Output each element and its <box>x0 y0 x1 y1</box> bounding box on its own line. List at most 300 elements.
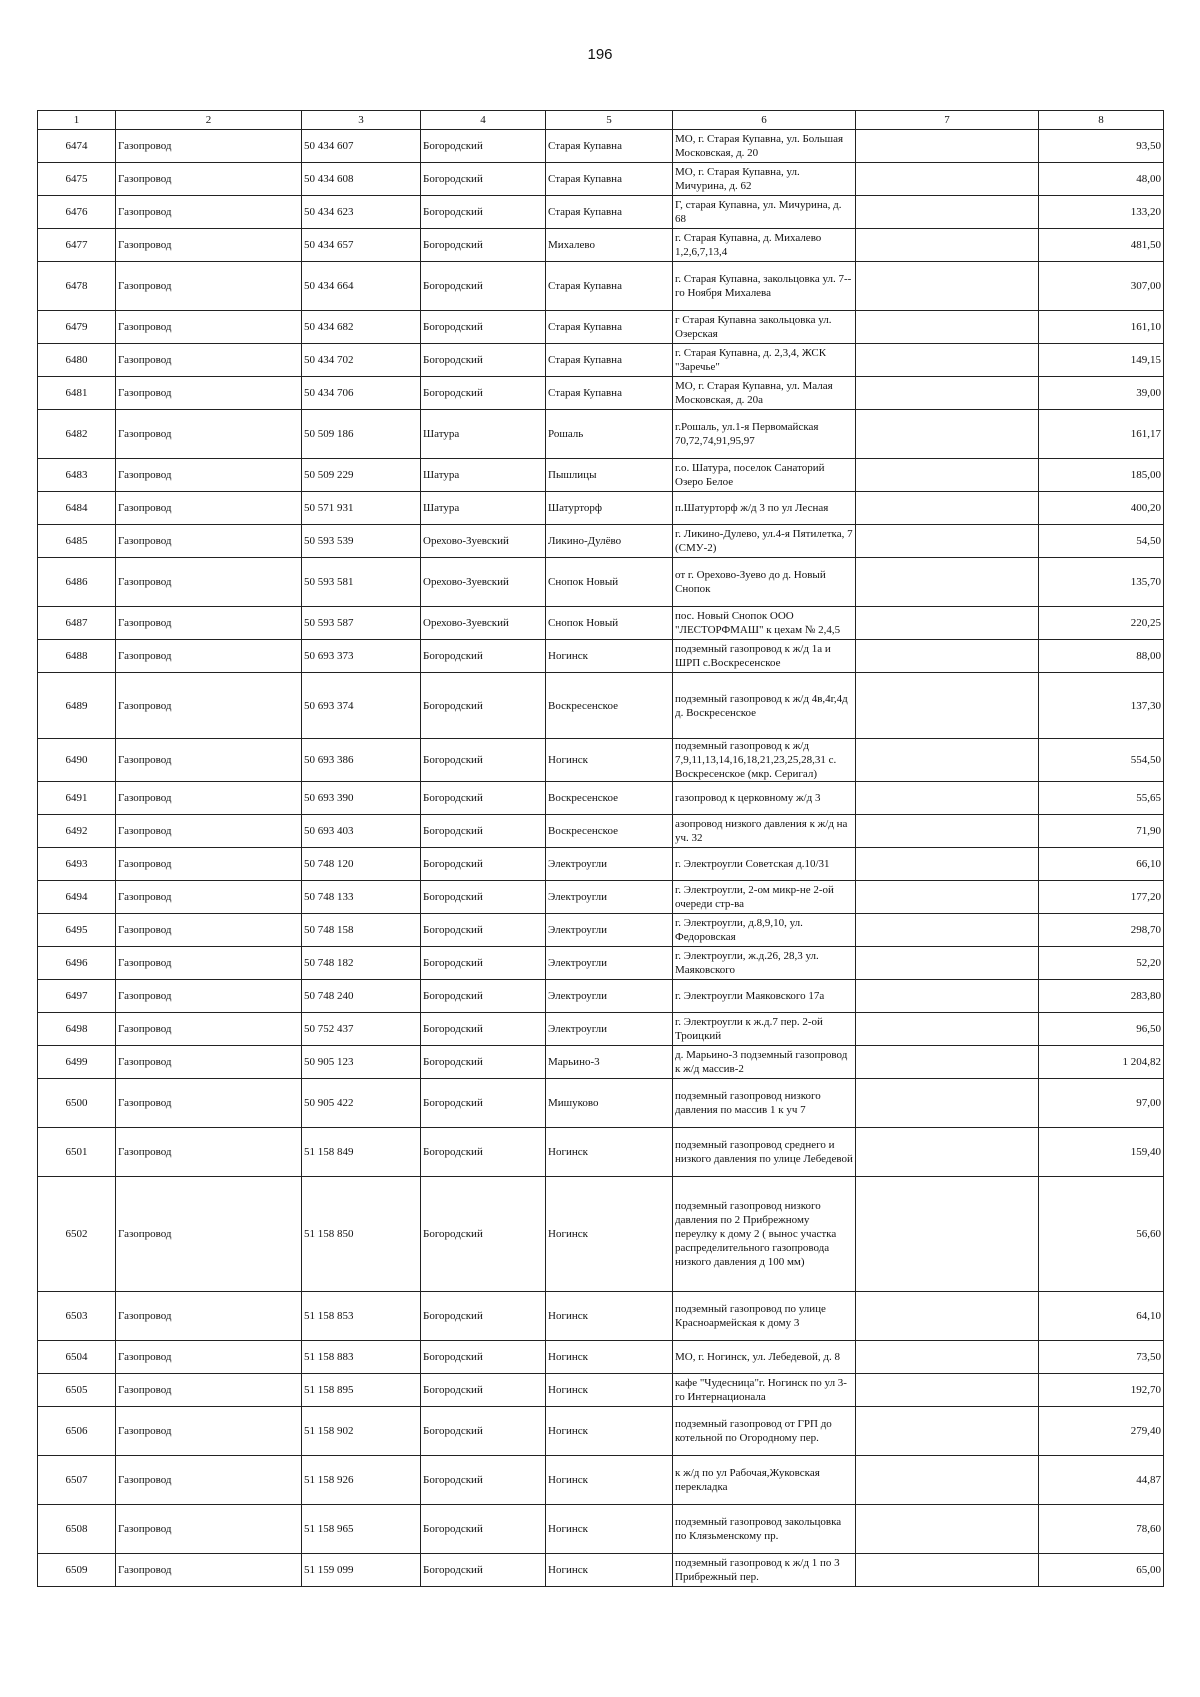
row-number-cell: 6486 <box>38 558 116 607</box>
row-number-cell: 6493 <box>38 848 116 881</box>
locality-cell: Ногинск <box>546 1128 673 1177</box>
object-type-cell: Газопровод <box>116 344 302 377</box>
code-cell: 50 434 682 <box>302 311 421 344</box>
object-type-cell: Газопровод <box>116 1128 302 1177</box>
empty-cell <box>856 1177 1039 1292</box>
table-row <box>38 1177 1164 1292</box>
code-cell: 50 748 158 <box>302 914 421 947</box>
code-cell: 50 434 607 <box>302 130 421 163</box>
row-number-cell: 6504 <box>38 1341 116 1374</box>
locality-cell: Электроугли <box>546 881 673 914</box>
row-number-cell: 6495 <box>38 914 116 947</box>
address-cell: подземный газопровод среднего и низкого давления по улице Лебедевой <box>673 1128 856 1177</box>
empty-cell <box>856 782 1039 815</box>
district-cell: Богородский <box>421 311 546 344</box>
address-cell: подземный газопровод низкого давления по 2 Прибрежному переулку к дому 2 ( вынос участка распределительного газопровода низкого давления д 100 мм) <box>673 1177 856 1292</box>
locality-cell: Ликино-Дулёво <box>546 525 673 558</box>
value-cell: 135,70 <box>1039 558 1164 607</box>
locality-cell: Старая Купавна <box>546 377 673 410</box>
code-cell: 51 158 965 <box>302 1505 421 1554</box>
code-cell: 51 158 883 <box>302 1341 421 1374</box>
locality-cell: Ногинск <box>546 1505 673 1554</box>
district-cell: Богородский <box>421 130 546 163</box>
table-row <box>38 1128 1164 1177</box>
column-header: 6 <box>673 111 856 130</box>
district-cell: Богородский <box>421 848 546 881</box>
district-cell: Богородский <box>421 1407 546 1456</box>
row-number-cell: 6492 <box>38 815 116 848</box>
object-type-cell: Газопровод <box>116 640 302 673</box>
value-cell: 44,87 <box>1039 1456 1164 1505</box>
empty-cell <box>856 947 1039 980</box>
table-row <box>38 914 1164 947</box>
address-cell: подземный газопровод к ж/д 7,9,11,13,14,16,18,21,23,25,28,31 с. Воскресенское (мкр. Серигал) <box>673 739 856 782</box>
locality-cell: Ногинск <box>546 739 673 782</box>
object-type-cell: Газопровод <box>116 130 302 163</box>
empty-cell <box>856 1456 1039 1505</box>
row-number-cell: 6479 <box>38 311 116 344</box>
locality-cell: Марьино-3 <box>546 1046 673 1079</box>
locality-cell: Ногинск <box>546 1292 673 1341</box>
empty-cell <box>856 130 1039 163</box>
value-cell: 137,30 <box>1039 673 1164 739</box>
code-cell: 51 158 850 <box>302 1177 421 1292</box>
locality-cell: Старая Купавна <box>546 196 673 229</box>
table-row <box>38 130 1164 163</box>
row-number-cell: 6483 <box>38 459 116 492</box>
district-cell: Богородский <box>421 815 546 848</box>
code-cell: 51 158 853 <box>302 1292 421 1341</box>
object-type-cell: Газопровод <box>116 673 302 739</box>
address-cell: пос. Новый Снопок ООО "ЛЕСТОРФМАШ" к цехам № 2,4,5 <box>673 607 856 640</box>
empty-cell <box>856 914 1039 947</box>
table-row <box>38 262 1164 311</box>
object-type-cell: Газопровод <box>116 1505 302 1554</box>
address-cell: подземный газопровод к ж/д 1а и ШРП с.Воскресенское <box>673 640 856 673</box>
row-number-cell: 6494 <box>38 881 116 914</box>
empty-cell <box>856 1374 1039 1407</box>
code-cell: 50 509 186 <box>302 410 421 459</box>
empty-cell <box>856 980 1039 1013</box>
address-cell: к ж/д по ул Рабочая,Жуковская перекладка <box>673 1456 856 1505</box>
table-row <box>38 1374 1164 1407</box>
row-number-cell: 6496 <box>38 947 116 980</box>
row-number-cell: 6507 <box>38 1456 116 1505</box>
table-row <box>38 410 1164 459</box>
table-row <box>38 673 1164 739</box>
column-header: 3 <box>302 111 421 130</box>
row-number-cell: 6488 <box>38 640 116 673</box>
address-cell: г. Старая Купавна, закольцовка ул. 7--го Ноября Михалева <box>673 262 856 311</box>
row-number-cell: 6509 <box>38 1554 116 1587</box>
registry-table <box>37 110 1164 1587</box>
empty-cell <box>856 377 1039 410</box>
locality-cell: Ногинск <box>546 1456 673 1505</box>
value-cell: 400,20 <box>1039 492 1164 525</box>
code-cell: 51 158 902 <box>302 1407 421 1456</box>
district-cell: Богородский <box>421 1554 546 1587</box>
value-cell: 159,40 <box>1039 1128 1164 1177</box>
address-cell: г. Старая Купавна, д. 2,3,4, ЖСК "Заречье" <box>673 344 856 377</box>
district-cell: Богородский <box>421 1128 546 1177</box>
district-cell: Богородский <box>421 229 546 262</box>
code-cell: 50 693 386 <box>302 739 421 782</box>
code-cell: 50 434 608 <box>302 163 421 196</box>
row-number-cell: 6506 <box>38 1407 116 1456</box>
code-cell: 50 593 581 <box>302 558 421 607</box>
code-cell: 50 748 240 <box>302 980 421 1013</box>
row-number-cell: 6501 <box>38 1128 116 1177</box>
empty-cell <box>856 163 1039 196</box>
locality-cell: Старая Купавна <box>546 311 673 344</box>
locality-cell: Ногинск <box>546 1554 673 1587</box>
object-type-cell: Газопровод <box>116 196 302 229</box>
table-row <box>38 1292 1164 1341</box>
address-cell: г Старая Купавна закольцовка ул. Озерская <box>673 311 856 344</box>
locality-cell: Ногинск <box>546 1374 673 1407</box>
locality-cell: Старая Купавна <box>546 163 673 196</box>
object-type-cell: Газопровод <box>116 163 302 196</box>
address-cell: г. Электроугли, ж.д.26, 28,3 ул. Маяковского <box>673 947 856 980</box>
object-type-cell: Газопровод <box>116 410 302 459</box>
district-cell: Богородский <box>421 881 546 914</box>
address-cell: подземный газопровод к ж/д 4в,4г,4д д. Воскресенское <box>673 673 856 739</box>
object-type-cell: Газопровод <box>116 782 302 815</box>
object-type-cell: Газопровод <box>116 980 302 1013</box>
value-cell: 307,00 <box>1039 262 1164 311</box>
object-type-cell: Газопровод <box>116 848 302 881</box>
district-cell: Богородский <box>421 947 546 980</box>
locality-cell: Пышлицы <box>546 459 673 492</box>
row-number-cell: 6474 <box>38 130 116 163</box>
table-row <box>38 196 1164 229</box>
object-type-cell: Газопровод <box>116 607 302 640</box>
code-cell: 50 509 229 <box>302 459 421 492</box>
object-type-cell: Газопровод <box>116 1341 302 1374</box>
code-cell: 50 693 390 <box>302 782 421 815</box>
column-header: 4 <box>421 111 546 130</box>
address-cell: подземный газопровод к ж/д 1 по 3 Прибрежный пер. <box>673 1554 856 1587</box>
value-cell: 54,50 <box>1039 525 1164 558</box>
address-cell: азопровод низкого давления к ж/д на уч. 32 <box>673 815 856 848</box>
locality-cell: Воскресенское <box>546 782 673 815</box>
table-row <box>38 947 1164 980</box>
empty-cell <box>856 196 1039 229</box>
address-cell: от г. Орехово-Зуево до д. Новый Снопок <box>673 558 856 607</box>
district-cell: Орехово-Зуевский <box>421 558 546 607</box>
district-cell: Богородский <box>421 640 546 673</box>
value-cell: 88,00 <box>1039 640 1164 673</box>
table-row <box>38 163 1164 196</box>
value-cell: 554,50 <box>1039 739 1164 782</box>
district-cell: Богородский <box>421 1079 546 1128</box>
object-type-cell: Газопровод <box>116 558 302 607</box>
table-row <box>38 1013 1164 1046</box>
table-row <box>38 640 1164 673</box>
empty-cell <box>856 459 1039 492</box>
table-row <box>38 815 1164 848</box>
address-cell: МО, г. Старая Купавна, ул. Большая Московская, д. 20 <box>673 130 856 163</box>
table-row <box>38 1046 1164 1079</box>
district-cell: Богородский <box>421 377 546 410</box>
empty-cell <box>856 344 1039 377</box>
table-row <box>38 1341 1164 1374</box>
row-number-cell: 6477 <box>38 229 116 262</box>
object-type-cell: Газопровод <box>116 229 302 262</box>
locality-cell: Старая Купавна <box>546 130 673 163</box>
district-cell: Богородский <box>421 1046 546 1079</box>
district-cell: Шатура <box>421 459 546 492</box>
code-cell: 50 693 374 <box>302 673 421 739</box>
row-number-cell: 6490 <box>38 739 116 782</box>
empty-cell <box>856 881 1039 914</box>
object-type-cell: Газопровод <box>116 1013 302 1046</box>
object-type-cell: Газопровод <box>116 881 302 914</box>
value-cell: 185,00 <box>1039 459 1164 492</box>
row-number-cell: 6502 <box>38 1177 116 1292</box>
empty-cell <box>856 1079 1039 1128</box>
empty-cell <box>856 1554 1039 1587</box>
locality-cell: Электроугли <box>546 914 673 947</box>
table-row <box>38 1505 1164 1554</box>
address-cell: г. Старая Купавна, д. Михалево 1,2,6,7,13,4 <box>673 229 856 262</box>
value-cell: 149,15 <box>1039 344 1164 377</box>
table-row <box>38 607 1164 640</box>
table-row <box>38 848 1164 881</box>
address-cell: газопровод к церковному ж/д 3 <box>673 782 856 815</box>
district-cell: Богородский <box>421 1456 546 1505</box>
district-cell: Богородский <box>421 1505 546 1554</box>
empty-cell <box>856 492 1039 525</box>
value-cell: 96,50 <box>1039 1013 1164 1046</box>
empty-cell <box>856 1505 1039 1554</box>
locality-cell: Электроугли <box>546 1013 673 1046</box>
code-cell: 50 593 539 <box>302 525 421 558</box>
object-type-cell: Газопровод <box>116 1374 302 1407</box>
locality-cell: Электроугли <box>546 848 673 881</box>
district-cell: Богородский <box>421 980 546 1013</box>
row-number-cell: 6491 <box>38 782 116 815</box>
table-row <box>38 980 1164 1013</box>
locality-cell: Ногинск <box>546 1407 673 1456</box>
locality-cell: Снопок Новый <box>546 558 673 607</box>
code-cell: 50 571 931 <box>302 492 421 525</box>
district-cell: Богородский <box>421 1341 546 1374</box>
value-cell: 65,00 <box>1039 1554 1164 1587</box>
row-number-cell: 6481 <box>38 377 116 410</box>
table-row <box>38 344 1164 377</box>
object-type-cell: Газопровод <box>116 914 302 947</box>
address-cell: кафе "Чудесница"г. Ногинск по ул 3- го Интернационала <box>673 1374 856 1407</box>
address-cell: Г, старая Купавна, ул. Мичурина, д. 68 <box>673 196 856 229</box>
code-cell: 50 434 657 <box>302 229 421 262</box>
object-type-cell: Газопровод <box>116 1292 302 1341</box>
value-cell: 481,50 <box>1039 229 1164 262</box>
value-cell: 177,20 <box>1039 881 1164 914</box>
address-cell: подземный газопровод по улице Красноармейская к дому 3 <box>673 1292 856 1341</box>
empty-cell <box>856 815 1039 848</box>
address-cell: подземный газопровод низкого давления по массив 1 к уч 7 <box>673 1079 856 1128</box>
row-number-cell: 6478 <box>38 262 116 311</box>
code-cell: 51 159 099 <box>302 1554 421 1587</box>
district-cell: Богородский <box>421 1013 546 1046</box>
district-cell: Богородский <box>421 1292 546 1341</box>
locality-cell: Михалево <box>546 229 673 262</box>
district-cell: Орехово-Зуевский <box>421 525 546 558</box>
object-type-cell: Газопровод <box>116 1407 302 1456</box>
value-cell: 192,70 <box>1039 1374 1164 1407</box>
value-cell: 66,10 <box>1039 848 1164 881</box>
district-cell: Богородский <box>421 914 546 947</box>
row-number-cell: 6508 <box>38 1505 116 1554</box>
empty-cell <box>856 673 1039 739</box>
code-cell: 50 748 182 <box>302 947 421 980</box>
locality-cell: Мишуково <box>546 1079 673 1128</box>
empty-cell <box>856 640 1039 673</box>
empty-cell <box>856 1046 1039 1079</box>
code-cell: 50 434 623 <box>302 196 421 229</box>
object-type-cell: Газопровод <box>116 1046 302 1079</box>
code-cell: 50 905 123 <box>302 1046 421 1079</box>
row-number-cell: 6485 <box>38 525 116 558</box>
row-number-cell: 6503 <box>38 1292 116 1341</box>
district-cell: Богородский <box>421 262 546 311</box>
row-number-cell: 6480 <box>38 344 116 377</box>
page-number: 196 <box>587 46 613 63</box>
locality-cell: Ногинск <box>546 1177 673 1292</box>
table-row <box>38 229 1164 262</box>
address-cell: д. Марьино-3 подземный газопровод к ж/д массив-2 <box>673 1046 856 1079</box>
table-row <box>38 525 1164 558</box>
empty-cell <box>856 1407 1039 1456</box>
locality-cell: Старая Купавна <box>546 262 673 311</box>
address-cell: подземный газопровод закольцовка по Клязьменскому пр. <box>673 1505 856 1554</box>
object-type-cell: Газопровод <box>116 1177 302 1292</box>
empty-cell <box>856 525 1039 558</box>
empty-cell <box>856 739 1039 782</box>
address-cell: г. Электроугли Маяковского 17а <box>673 980 856 1013</box>
value-cell: 283,80 <box>1039 980 1164 1013</box>
code-cell: 51 158 849 <box>302 1128 421 1177</box>
table-row <box>38 492 1164 525</box>
table-body <box>38 130 1164 1587</box>
table-row <box>38 1407 1164 1456</box>
district-cell: Шатура <box>421 492 546 525</box>
code-cell: 50 434 706 <box>302 377 421 410</box>
code-cell: 50 748 120 <box>302 848 421 881</box>
value-cell: 64,10 <box>1039 1292 1164 1341</box>
table-row <box>38 558 1164 607</box>
row-number-cell: 6475 <box>38 163 116 196</box>
row-number-cell: 6489 <box>38 673 116 739</box>
code-cell: 50 434 702 <box>302 344 421 377</box>
object-type-cell: Газопровод <box>116 1554 302 1587</box>
locality-cell: Снопок Новый <box>546 607 673 640</box>
address-cell: г. Электроугли к ж.д.7 пер. 2-ой Троицкий <box>673 1013 856 1046</box>
address-cell: г. Электроугли Советская д.10/31 <box>673 848 856 881</box>
value-cell: 161,10 <box>1039 311 1164 344</box>
row-number-cell: 6499 <box>38 1046 116 1079</box>
address-cell: г. Ликино-Дулево, ул.4-я Пятилетка, 7 (СМУ-2) <box>673 525 856 558</box>
empty-cell <box>856 1341 1039 1374</box>
object-type-cell: Газопровод <box>116 377 302 410</box>
value-cell: 55,65 <box>1039 782 1164 815</box>
locality-cell: Электроугли <box>546 980 673 1013</box>
code-cell: 50 905 422 <box>302 1079 421 1128</box>
locality-cell: Ногинск <box>546 1341 673 1374</box>
empty-cell <box>856 558 1039 607</box>
object-type-cell: Газопровод <box>116 815 302 848</box>
object-type-cell: Газопровод <box>116 1079 302 1128</box>
value-cell: 78,60 <box>1039 1505 1164 1554</box>
locality-cell: Ногинск <box>546 640 673 673</box>
table-row <box>38 377 1164 410</box>
value-cell: 52,20 <box>1039 947 1164 980</box>
district-cell: Богородский <box>421 673 546 739</box>
district-cell: Богородский <box>421 739 546 782</box>
row-number-cell: 6497 <box>38 980 116 1013</box>
empty-cell <box>856 1292 1039 1341</box>
code-cell: 50 748 133 <box>302 881 421 914</box>
locality-cell: Рошаль <box>546 410 673 459</box>
empty-cell <box>856 311 1039 344</box>
table-row <box>38 1079 1164 1128</box>
object-type-cell: Газопровод <box>116 739 302 782</box>
table-row <box>38 459 1164 492</box>
table-row <box>38 782 1164 815</box>
value-cell: 71,90 <box>1039 815 1164 848</box>
empty-cell <box>856 1013 1039 1046</box>
value-cell: 97,00 <box>1039 1079 1164 1128</box>
district-cell: Богородский <box>421 1177 546 1292</box>
value-cell: 133,20 <box>1039 196 1164 229</box>
header-row <box>38 111 1164 130</box>
value-cell: 161,17 <box>1039 410 1164 459</box>
code-cell: 50 434 664 <box>302 262 421 311</box>
value-cell: 298,70 <box>1039 914 1164 947</box>
object-type-cell: Газопровод <box>116 947 302 980</box>
empty-cell <box>856 848 1039 881</box>
address-cell: МО, г. Старая Купавна, ул. Малая Московская, д. 20а <box>673 377 856 410</box>
column-header: 2 <box>116 111 302 130</box>
locality-cell: Воскресенское <box>546 673 673 739</box>
district-cell: Орехово-Зуевский <box>421 607 546 640</box>
locality-cell: Шатурторф <box>546 492 673 525</box>
value-cell: 48,00 <box>1039 163 1164 196</box>
empty-cell <box>856 262 1039 311</box>
district-cell: Богородский <box>421 344 546 377</box>
column-header: 1 <box>38 111 116 130</box>
district-cell: Богородский <box>421 196 546 229</box>
table-row <box>38 881 1164 914</box>
object-type-cell: Газопровод <box>116 525 302 558</box>
code-cell: 51 158 926 <box>302 1456 421 1505</box>
table-row <box>38 739 1164 782</box>
object-type-cell: Газопровод <box>116 1456 302 1505</box>
code-cell: 50 693 403 <box>302 815 421 848</box>
row-number-cell: 6482 <box>38 410 116 459</box>
address-cell: МО, г. Ногинск, ул. Лебедевой, д. 8 <box>673 1341 856 1374</box>
table-row <box>38 311 1164 344</box>
object-type-cell: Газопровод <box>116 492 302 525</box>
row-number-cell: 6505 <box>38 1374 116 1407</box>
code-cell: 50 593 587 <box>302 607 421 640</box>
column-header: 5 <box>546 111 673 130</box>
column-header: 8 <box>1039 111 1164 130</box>
value-cell: 1 204,82 <box>1039 1046 1164 1079</box>
address-cell: г. Электроугли, 2-ом микр-не 2-ой очереди стр-ва <box>673 881 856 914</box>
code-cell: 50 752 437 <box>302 1013 421 1046</box>
